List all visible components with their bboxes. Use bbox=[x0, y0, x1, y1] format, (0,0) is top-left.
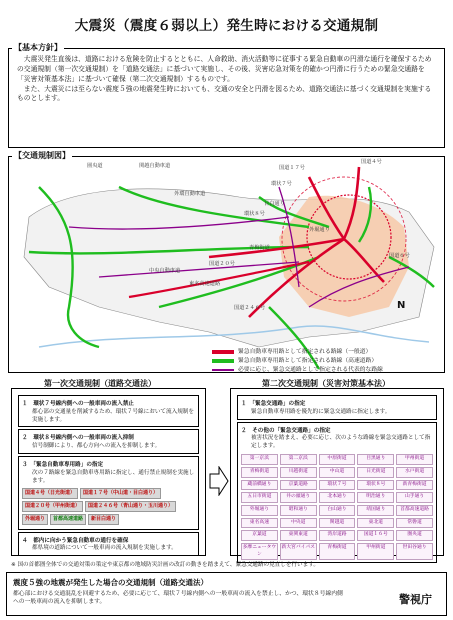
route-cell: 圏央道 bbox=[396, 530, 433, 541]
route-cell: 常磐道 bbox=[396, 518, 433, 529]
footnote: ※ 国の首都圏全体での交通対策の策定や東京都の地域防災計画の改訂の動きを踏まえて、緊急交通路の見直しを行います。 bbox=[11, 562, 319, 568]
route-cell: 首都高速道路 bbox=[396, 505, 433, 516]
route-cell: 青梅街道 bbox=[319, 543, 356, 560]
route-cell: 湾岸道路 bbox=[319, 530, 356, 541]
route-tag: 首都高速道路 bbox=[50, 514, 86, 525]
first-item-3-heading: ３ 「緊急自動車専用路」の指定 bbox=[22, 462, 104, 469]
route-cell: 外堀通り bbox=[241, 505, 278, 516]
policy-label: 【基本方針】 bbox=[14, 43, 62, 52]
map-label-9: 国道２０号 bbox=[209, 261, 235, 267]
first-item-4-body: 都県境の道路について一般車両の流入規制を実施します。 bbox=[32, 545, 177, 552]
route-cell: 第二京浜 bbox=[280, 454, 317, 465]
route-tag: 新目白通り bbox=[88, 514, 119, 525]
map-label-8: 国道１７号 bbox=[279, 165, 305, 171]
policy-paragraph-1: 大震災発生直後は、道路における危険を防止するとともに、人命救助、消火活動等に従事する緊急自動車の円滑な通行を確保するための交通規制（第一次交通規制）を「道路交通法」に基づいて実施し、その後、災害応急対策を的確かつ円滑に行うための緊急交通路を「災害対策基本法」に基づいて確保（第二次交通規制）するものです。 bbox=[17, 55, 432, 83]
map-label-14: 国道６号 bbox=[389, 253, 410, 259]
shindo5-title: 震度５強の地震が発生した場合の交通規制（道路交通法） bbox=[13, 578, 208, 587]
route-cell: 明治通り bbox=[357, 492, 394, 503]
traffic-map bbox=[8, 156, 445, 373]
shindo5-box bbox=[6, 572, 447, 616]
legend-text-1: 緊急自動車専用路として指定される路線（高速道路） bbox=[238, 357, 378, 364]
route-cell: 甲州街道 bbox=[396, 454, 433, 465]
route-cell: 京葉道路 bbox=[280, 480, 317, 491]
map-label-3: 中央自動車道 bbox=[149, 268, 181, 274]
route-cell: 昭和通り bbox=[280, 505, 317, 516]
route-cell: 国道１６号 bbox=[357, 530, 394, 541]
route-cell: 東名高速 bbox=[241, 518, 278, 529]
map-label-0: 圏央道 bbox=[87, 163, 103, 169]
north-label: N bbox=[397, 300, 406, 311]
first-item-1-heading: １ 環状７号線内側への一般車両の流入禁止 bbox=[22, 401, 134, 407]
route-cell: 山手通り bbox=[396, 492, 433, 503]
second-route-grid bbox=[241, 454, 433, 560]
map-label-13: 青梅街道 bbox=[249, 245, 270, 251]
first-item-2-body: 信号制御により、都心方向への流入を抑制します。 bbox=[32, 443, 161, 450]
legend-item-1 bbox=[212, 357, 383, 366]
second-item-2 bbox=[237, 422, 437, 564]
first-item-3-body: 次の７路線を緊急自動車専用路に指定し、通行禁止規制を実施します。 bbox=[32, 469, 195, 484]
map-label-4: 東名高速道路 bbox=[189, 281, 221, 287]
route-cell: 第一京浜 bbox=[241, 454, 278, 465]
route-cell: 中央道 bbox=[280, 518, 317, 529]
policy-paragraph-2: また、大震災には至らない震度５強の地震発生時においても、交通の安全と円滑を図るため、道路交通法に基づく交通規制を実施するものとします。 bbox=[17, 84, 432, 103]
map-label-10: 国道２４６号 bbox=[234, 305, 266, 311]
org-name: 警視庁 bbox=[399, 593, 432, 606]
route-tag: 国道４号（日光街道） bbox=[22, 488, 78, 499]
route-cell: 日光街道 bbox=[357, 467, 394, 478]
route-tag: 国道１７号（中山道・目白通り） bbox=[80, 488, 161, 499]
route-cell: 青梅街道 bbox=[241, 467, 278, 478]
first-item-4 bbox=[18, 532, 199, 557]
first-item-2-heading: ２ 環状８号線内側への一般車両の流入抑制 bbox=[22, 435, 134, 442]
first-phase-box bbox=[11, 388, 206, 556]
route-cell: 関越道 bbox=[319, 518, 356, 529]
first-phase-title: 第一次交通規制（道路交通法） bbox=[44, 379, 156, 388]
map-label-2: 外環自動車道 bbox=[174, 191, 206, 197]
first-route-tags bbox=[22, 488, 195, 525]
route-cell: 靖国通り bbox=[357, 505, 394, 516]
route-cell: 中山道 bbox=[319, 467, 356, 478]
second-item-1 bbox=[237, 395, 437, 420]
route-cell: 東関東道 bbox=[280, 530, 317, 541]
route-tag: 外堀通り bbox=[22, 514, 48, 525]
map-label-11: 目白通り bbox=[264, 201, 285, 207]
map-label: 【交通規制図】 bbox=[14, 151, 70, 160]
arrow-right-icon bbox=[209, 466, 229, 496]
shindo5-body: 都心部における交通混乱を回避するため、必要に応じて、環状７号線内側への一般車両の流入を禁止し、かつ、環状８号線内側への一般車両の流入を抑制します。 bbox=[13, 591, 343, 606]
map-label-12: 外堀通り bbox=[309, 227, 330, 233]
route-cell: 環状８号 bbox=[357, 480, 394, 491]
first-item-3 bbox=[18, 456, 199, 529]
map-label-7: 国道４号 bbox=[361, 159, 382, 165]
first-item-4-heading: ４ 都内に向かう緊急自動車の通行を確保 bbox=[22, 537, 129, 544]
route-cell: 環状７号 bbox=[319, 480, 356, 491]
route-cell: 井の頭通り bbox=[280, 492, 317, 503]
legend-swatch-0 bbox=[212, 350, 234, 354]
first-item-2 bbox=[18, 429, 199, 454]
policy-box bbox=[8, 48, 445, 148]
route-cell: 水戸街道 bbox=[396, 467, 433, 478]
map-label-6: 環状８号 bbox=[244, 211, 265, 217]
route-tag: 国道２０号（甲州街道） bbox=[22, 501, 83, 512]
legend-item-2 bbox=[212, 366, 383, 375]
second-phase-box bbox=[230, 388, 444, 556]
legend-swatch-1 bbox=[212, 359, 234, 363]
legend-item-0 bbox=[212, 348, 383, 357]
page-title: 大震災（震度６弱以上）発生時における交通規制 bbox=[74, 18, 379, 34]
north-arrow-icon bbox=[397, 300, 405, 311]
route-cell: 川越街道 bbox=[280, 467, 317, 478]
route-cell: 世田谷通り bbox=[396, 543, 433, 560]
first-item-1-body: 都心部の交通量を削減するため、環状７号線において流入規制を実施します。 bbox=[32, 408, 194, 423]
route-cell: 白山通り bbox=[319, 505, 356, 516]
second-item-2-body: 被害状況を踏まえ、必要に応じ、次のような路線を緊急交通路として指定します。 bbox=[251, 435, 431, 450]
route-cell: 蔵前橋通り bbox=[241, 480, 278, 491]
second-phase-title: 第二次交通規制（災害対策基本法） bbox=[262, 379, 390, 388]
map-label-5: 環状７号 bbox=[271, 181, 292, 187]
route-cell: 中原街道 bbox=[319, 454, 356, 465]
route-cell: 北本通り bbox=[319, 492, 356, 503]
route-cell: 目黒通り bbox=[357, 454, 394, 465]
second-item-2-heading: ２ その他の「緊急交通路」の指定 bbox=[241, 427, 331, 434]
route-tag: 国道２４６号（青山通り・玉川通り） bbox=[85, 501, 176, 512]
route-cell: 五日市街道 bbox=[241, 492, 278, 503]
route-cell: 新大宮バイパス bbox=[280, 543, 317, 560]
route-cell: 東北道 bbox=[357, 518, 394, 529]
legend-swatch-2 bbox=[212, 369, 234, 371]
route-cell: 甲州街道 bbox=[357, 543, 394, 560]
legend-text-0: 緊急自動車専用路として指定される路線（一般道） bbox=[238, 349, 372, 355]
map-label-1: 関越自動車道 bbox=[139, 163, 171, 169]
first-item-1 bbox=[18, 395, 199, 427]
second-item-1-body: 緊急自動車専用路を優先的に緊急交通路に指定します。 bbox=[251, 408, 391, 415]
route-cell: 京葉道 bbox=[241, 530, 278, 541]
map-graphic bbox=[9, 157, 444, 372]
legend-text-2: 必要に応じ、緊急交通路として指定される代表的な路線 bbox=[238, 366, 383, 373]
second-item-1-heading: １ 「緊急交通路」の指定 bbox=[241, 401, 306, 407]
route-cell: 多摩ニュータウン bbox=[241, 543, 278, 560]
map-legend bbox=[212, 348, 383, 375]
route-cell: 新青梅街道 bbox=[396, 480, 433, 491]
